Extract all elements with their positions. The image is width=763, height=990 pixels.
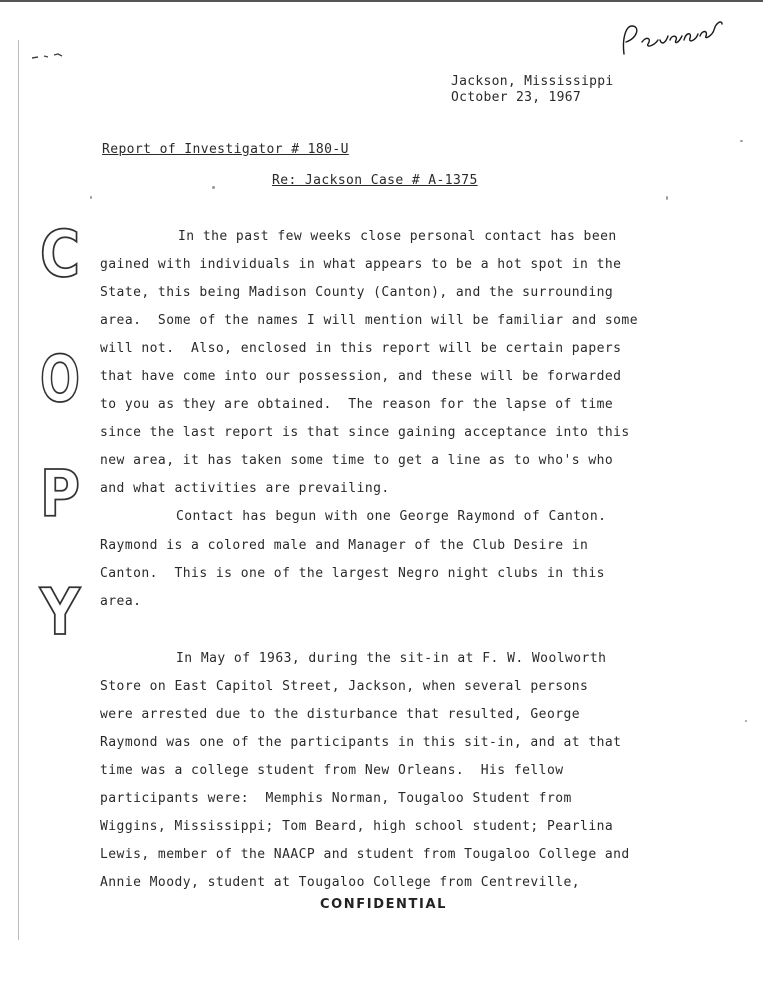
paragraph-line: will not. Also, enclosed in this report will be certain papers xyxy=(100,341,622,356)
case-reference: Re: Jackson Case # A-1375 xyxy=(272,173,478,188)
paragraph-line: Wiggins, Mississippi; Tom Beard, high school student; Pearlina xyxy=(100,819,614,834)
paragraph-line: new area, it has taken some time to get a line as to who's who xyxy=(100,453,614,468)
paragraph-line: time was a college student from New Orleans. His fellow xyxy=(100,763,564,778)
paragraph-line: participants were: Memphis Norman, Tougaloo Student from xyxy=(100,791,572,806)
copy-stamp-letter: Y xyxy=(39,576,82,650)
scan-speck xyxy=(212,186,215,189)
dateline-city: Jackson, Mississippi xyxy=(451,74,614,89)
scan-speck xyxy=(740,140,743,142)
paragraph-line: Lewis, member of the NAACP and student from Tougaloo College and xyxy=(100,847,630,862)
report-title: Report of Investigator # 180-U xyxy=(102,142,349,157)
paragraph-line: Annie Moody, student at Tougaloo College from Centreville, xyxy=(100,875,581,890)
paragraph-line: that have come into our possession, and these will be forwarded xyxy=(100,369,622,384)
handwritten-personal-note xyxy=(618,18,728,60)
scan-speck xyxy=(90,196,92,199)
copy-stamp-letter: O xyxy=(40,343,80,417)
dateline xyxy=(451,74,614,106)
copy-stamp xyxy=(38,218,82,650)
page-left-edge xyxy=(18,40,19,940)
scan-speck xyxy=(745,720,747,722)
paragraph-line: to you as they are obtained. The reason for the lapse of time xyxy=(100,397,614,412)
paragraph-line: Canton. This is one of the largest Negro night clubs in this xyxy=(100,566,605,581)
scan-speck xyxy=(666,196,668,200)
copy-stamp-letter: P xyxy=(40,458,80,532)
paragraph-line: Store on East Capitol Street, Jackson, when several persons xyxy=(100,679,589,694)
page-top-edge xyxy=(0,0,763,2)
paragraph-line: were arrested due to the disturbance that resulted, George xyxy=(100,707,581,722)
paragraph-line: Raymond is a colored male and Manager of the Club Desire in xyxy=(100,538,589,553)
paragraph-line: area. Some of the names I will mention will be familiar and some xyxy=(100,313,638,328)
paragraph-line: Contact has begun with one George Raymond of Canton. xyxy=(176,509,607,524)
paragraph-line: State, this being Madison County (Canton), and the surrounding xyxy=(100,285,614,300)
paragraph-line: since the last report is that since gaining acceptance into this xyxy=(100,425,630,440)
paragraph-line: In the past few weeks close personal contact has been xyxy=(178,229,617,244)
confidential-marking: CONFIDENTIAL xyxy=(320,897,447,912)
paragraph-line: Raymond was one of the participants in this sit-in, and at that xyxy=(100,735,622,750)
stray-marks xyxy=(30,48,90,64)
paragraph-line: gained with individuals in what appears to be a hot spot in the xyxy=(100,257,622,272)
dateline-date: October 23, 1967 xyxy=(451,90,582,105)
paragraph-line: area. xyxy=(100,594,142,609)
paragraph-line: In May of 1963, during the sit-in at F. W. Woolworth xyxy=(176,651,607,666)
paragraph-line: and what activities are prevailing. xyxy=(100,481,390,496)
copy-stamp-letter: C xyxy=(40,218,80,292)
